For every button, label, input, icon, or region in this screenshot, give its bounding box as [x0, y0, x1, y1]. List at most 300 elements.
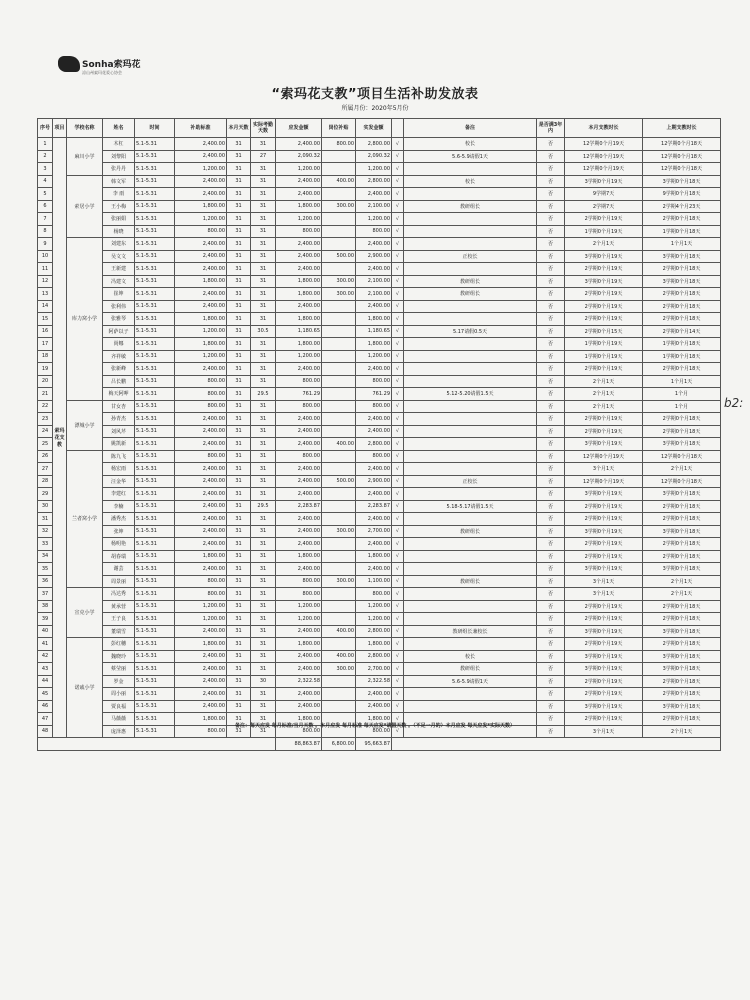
amount-due: 1,800.00	[276, 275, 322, 288]
current-duration: 3个月1天	[565, 588, 643, 601]
check-mark: √	[392, 613, 404, 626]
school-cell: 漂城小学	[67, 400, 103, 450]
amount-due: 2,400.00	[276, 625, 322, 638]
within-3-years: 否	[537, 150, 565, 163]
remark	[404, 300, 537, 313]
teacher-name: 汪金华	[103, 475, 135, 488]
amount-due: 2,400.00	[276, 463, 322, 476]
previous-duration: 12学期0个月18天	[643, 163, 721, 176]
previous-duration: 2学期4个月23天	[643, 200, 721, 213]
check-mark: √	[392, 600, 404, 613]
date-range: 5.1-5.31	[135, 313, 175, 326]
amount-due: 2,400.00	[276, 175, 322, 188]
current-duration: 2学期0个月19天	[565, 600, 643, 613]
within-3-years: 否	[537, 575, 565, 588]
previous-duration: 2学期0个月18天	[643, 425, 721, 438]
current-duration: 2学期0个月19天	[565, 213, 643, 226]
within-3-years: 否	[537, 700, 565, 713]
amount-due: 2,400.00	[276, 250, 322, 263]
table-row	[38, 563, 721, 576]
date-range: 5.1-5.31	[135, 300, 175, 313]
current-duration: 2学期0个月19天	[565, 263, 643, 276]
post-allowance	[322, 263, 356, 276]
row-number: 6	[38, 200, 53, 213]
table-row	[38, 313, 721, 326]
post-allowance	[322, 413, 356, 426]
table-row	[38, 413, 721, 426]
teacher-name: 李建红	[103, 488, 135, 501]
current-duration: 12学期0个月19天	[565, 138, 643, 151]
teacher-name: 周小丽	[103, 688, 135, 701]
subsidy-standard: 2,400.00	[175, 250, 227, 263]
document-title: “索玛花支教”项目生活补助发放表	[271, 87, 479, 102]
amount-paid: 2,400.00	[356, 363, 392, 376]
amount-paid: 2,100.00	[356, 275, 392, 288]
post-allowance: 300.00	[322, 200, 356, 213]
subsidy-standard: 1,200.00	[175, 163, 227, 176]
row-number: 27	[38, 463, 53, 476]
column-header: 补助标准	[175, 119, 227, 138]
row-number: 37	[38, 588, 53, 601]
amount-paid: 2,400.00	[356, 688, 392, 701]
month-days: 31	[227, 650, 251, 663]
teacher-name: 甘女杏	[103, 400, 135, 413]
previous-duration: 12学期0个月18天	[643, 138, 721, 151]
current-duration: 9学期7天	[565, 188, 643, 201]
teacher-name: 罗金	[103, 675, 135, 688]
remark: 5.17请假0.5天	[404, 325, 537, 338]
actual-days: 31	[251, 450, 276, 463]
row-number: 11	[38, 263, 53, 276]
post-allowance	[322, 675, 356, 688]
actual-days: 31	[251, 300, 276, 313]
within-3-years: 否	[537, 563, 565, 576]
row-number: 9	[38, 238, 53, 251]
amount-due: 2,400.00	[276, 475, 322, 488]
subsidy-standard: 2,400.00	[175, 188, 227, 201]
row-number: 30	[38, 500, 53, 513]
post-allowance: 400.00	[322, 625, 356, 638]
check-mark: √	[392, 450, 404, 463]
row-number: 21	[38, 388, 53, 401]
post-allowance	[322, 150, 356, 163]
within-3-years: 否	[537, 250, 565, 263]
table-row	[38, 438, 721, 451]
teacher-name: 马薇薇	[103, 713, 135, 726]
actual-days: 29.5	[251, 500, 276, 513]
school-cell: 兰者窝小学	[67, 450, 103, 588]
table-row	[38, 263, 721, 276]
table-body	[38, 138, 721, 751]
amount-due: 800.00	[276, 225, 322, 238]
table-row	[38, 175, 721, 188]
within-3-years: 否	[537, 400, 565, 413]
row-number: 40	[38, 625, 53, 638]
post-allowance: 300.00	[322, 275, 356, 288]
table-row	[38, 575, 721, 588]
remark: 5.12-5.20请假1.5天	[404, 388, 537, 401]
logo-mark-icon	[58, 56, 80, 72]
remark	[404, 225, 537, 238]
remark	[404, 550, 537, 563]
month-days: 31	[227, 250, 251, 263]
subsidy-standard: 800.00	[175, 588, 227, 601]
teacher-name: 张新峰	[103, 363, 135, 376]
teacher-name: 孙青杰	[103, 413, 135, 426]
month-days: 31	[227, 313, 251, 326]
month-days: 31	[227, 425, 251, 438]
total-row	[38, 738, 721, 751]
remark: 教研组长兼校长	[404, 625, 537, 638]
post-allowance	[322, 313, 356, 326]
amount-paid: 2,400.00	[356, 488, 392, 501]
date-range: 5.1-5.31	[135, 588, 175, 601]
teacher-name: 刘风芹	[103, 425, 135, 438]
column-header: 项目	[53, 119, 67, 138]
date-range: 5.1-5.31	[135, 613, 175, 626]
amount-due: 2,400.00	[276, 413, 322, 426]
within-3-years: 否	[537, 288, 565, 301]
current-duration: 3学期0个月19天	[565, 250, 643, 263]
actual-days: 31	[251, 425, 276, 438]
remark	[404, 313, 537, 326]
post-allowance	[322, 688, 356, 701]
check-mark: √	[392, 725, 404, 738]
within-3-years: 否	[537, 300, 565, 313]
remark	[404, 538, 537, 551]
row-number: 39	[38, 613, 53, 626]
teacher-name: 阿萨以子	[103, 325, 135, 338]
month-days: 31	[227, 338, 251, 351]
actual-days: 31	[251, 725, 276, 738]
month-days: 31	[227, 638, 251, 651]
month-days: 31	[227, 713, 251, 726]
remark	[404, 600, 537, 613]
previous-duration: 3学期0个月18天	[643, 275, 721, 288]
month-days: 31	[227, 238, 251, 251]
table-row	[38, 425, 721, 438]
current-duration: 2学期0个月19天	[565, 425, 643, 438]
actual-days: 31	[251, 475, 276, 488]
row-number: 15	[38, 313, 53, 326]
current-duration: 3学期0个月19天	[565, 650, 643, 663]
previous-duration: 2学期0个月18天	[643, 288, 721, 301]
actual-days: 31	[251, 363, 276, 376]
amount-paid: 2,800.00	[356, 438, 392, 451]
previous-duration: 12学期0个月18天	[643, 450, 721, 463]
amount-due: 2,090.32	[276, 150, 322, 163]
remark: 教研组长	[404, 200, 537, 213]
post-allowance	[322, 513, 356, 526]
table-row	[38, 188, 721, 201]
amount-paid: 761.29	[356, 388, 392, 401]
month-days: 31	[227, 263, 251, 276]
amount-paid: 2,400.00	[356, 700, 392, 713]
previous-duration: 9学期0个月18天	[643, 188, 721, 201]
check-mark: √	[392, 213, 404, 226]
date-range: 5.1-5.31	[135, 700, 175, 713]
current-duration: 2学期0个月19天	[565, 613, 643, 626]
within-3-years: 否	[537, 425, 565, 438]
row-number: 46	[38, 700, 53, 713]
row-number: 4	[38, 175, 53, 188]
previous-duration: 2学期0个月14天	[643, 325, 721, 338]
teacher-name: 杨晓	[103, 225, 135, 238]
amount-due: 2,400.00	[276, 488, 322, 501]
check-mark: √	[392, 688, 404, 701]
date-range: 5.1-5.31	[135, 363, 175, 376]
month-days: 31	[227, 463, 251, 476]
amount-paid: 2,400.00	[356, 463, 392, 476]
post-allowance: 500.00	[322, 475, 356, 488]
check-mark: √	[392, 700, 404, 713]
current-duration: 12学期0个月19天	[565, 163, 643, 176]
teacher-name: 黄承营	[103, 600, 135, 613]
table-row	[38, 663, 721, 676]
teacher-name: 李 雨	[103, 188, 135, 201]
subsidy-standard: 2,400.00	[175, 150, 227, 163]
month-days: 31	[227, 613, 251, 626]
previous-duration: 3学期0个月18天	[643, 438, 721, 451]
previous-duration: 3学期0个月18天	[643, 663, 721, 676]
teacher-name: 彭红穗	[103, 638, 135, 651]
within-3-years: 否	[537, 550, 565, 563]
post-allowance	[322, 163, 356, 176]
amount-due: 800.00	[276, 588, 322, 601]
subsidy-table	[37, 118, 721, 751]
post-allowance	[322, 338, 356, 351]
post-allowance	[322, 375, 356, 388]
column-header: 上期支教时长	[643, 119, 721, 138]
row-number: 32	[38, 525, 53, 538]
amount-paid: 1,800.00	[356, 713, 392, 726]
total-paid: 95,663.87	[356, 738, 392, 751]
table-row	[38, 625, 721, 638]
check-mark: √	[392, 275, 404, 288]
table-row	[38, 363, 721, 376]
within-3-years: 否	[537, 213, 565, 226]
actual-days: 31	[251, 525, 276, 538]
current-duration: 2学期0个月19天	[565, 550, 643, 563]
actual-days: 30.5	[251, 325, 276, 338]
subsidy-standard: 2,400.00	[175, 438, 227, 451]
row-number: 12	[38, 275, 53, 288]
teacher-name: 吴文文	[103, 250, 135, 263]
remark: 正校长	[404, 475, 537, 488]
within-3-years: 否	[537, 363, 565, 376]
table-row	[38, 475, 721, 488]
within-3-years: 否	[537, 475, 565, 488]
amount-due: 800.00	[276, 725, 322, 738]
amount-due: 2,400.00	[276, 425, 322, 438]
actual-days: 31	[251, 650, 276, 663]
post-allowance	[322, 538, 356, 551]
remark: 校长	[404, 650, 537, 663]
post-allowance	[322, 425, 356, 438]
table-row	[38, 650, 721, 663]
actual-days: 31	[251, 625, 276, 638]
date-range: 5.1-5.31	[135, 600, 175, 613]
date-range: 5.1-5.31	[135, 513, 175, 526]
remark	[404, 238, 537, 251]
previous-duration: 2个月1天	[643, 725, 721, 738]
table-row	[38, 638, 721, 651]
post-allowance	[322, 600, 356, 613]
remark: 教研组长	[404, 663, 537, 676]
teacher-name: 蔡莹丽	[103, 663, 135, 676]
school-cell: 麻川小学	[67, 138, 103, 176]
actual-days: 31	[251, 163, 276, 176]
amount-due: 800.00	[276, 575, 322, 588]
date-range: 5.1-5.31	[135, 575, 175, 588]
row-number: 22	[38, 400, 53, 413]
current-duration: 3学期0个月19天	[565, 525, 643, 538]
check-mark: √	[392, 300, 404, 313]
amount-paid: 1,100.00	[356, 575, 392, 588]
subsidy-standard: 800.00	[175, 400, 227, 413]
teacher-name: 陈九飞	[103, 450, 135, 463]
remark	[404, 450, 537, 463]
remark	[404, 363, 537, 376]
actual-days: 27	[251, 150, 276, 163]
teacher-name: 齐祥敏	[103, 350, 135, 363]
post-allowance	[322, 363, 356, 376]
teacher-name: 庞泽惠	[103, 725, 135, 738]
column-header: 岗位补贴	[322, 119, 356, 138]
actual-days: 31	[251, 350, 276, 363]
row-number: 38	[38, 600, 53, 613]
subsidy-standard: 2,400.00	[175, 425, 227, 438]
date-range: 5.1-5.31	[135, 638, 175, 651]
date-range: 5.1-5.31	[135, 650, 175, 663]
actual-days: 31	[251, 438, 276, 451]
amount-paid: 2,283.87	[356, 500, 392, 513]
remark	[404, 688, 537, 701]
school-cell: 宣克小学	[67, 588, 103, 638]
current-duration: 3学期0个月19天	[565, 700, 643, 713]
date-range: 5.1-5.31	[135, 350, 175, 363]
subsidy-standard: 1,200.00	[175, 325, 227, 338]
check-mark: √	[392, 500, 404, 513]
actual-days: 31	[251, 563, 276, 576]
previous-duration: 2学期0个月18天	[643, 413, 721, 426]
subsidy-standard: 2,400.00	[175, 463, 227, 476]
actual-days: 31	[251, 263, 276, 276]
amount-due: 2,400.00	[276, 525, 322, 538]
actual-days: 31	[251, 313, 276, 326]
check-mark: √	[392, 238, 404, 251]
row-number: 8	[38, 225, 53, 238]
post-allowance: 500.00	[322, 250, 356, 263]
month-days: 31	[227, 375, 251, 388]
column-header: 本月支教时长	[565, 119, 643, 138]
current-duration: 2学期0个月19天	[565, 538, 643, 551]
date-range: 5.1-5.31	[135, 438, 175, 451]
post-allowance	[322, 325, 356, 338]
within-3-years: 否	[537, 275, 565, 288]
amount-due: 1,200.00	[276, 613, 322, 626]
month-days: 31	[227, 400, 251, 413]
previous-duration: 3学期0个月18天	[643, 175, 721, 188]
month-days: 31	[227, 175, 251, 188]
amount-due: 1,800.00	[276, 713, 322, 726]
date-range: 5.1-5.31	[135, 488, 175, 501]
previous-duration: 2学期0个月18天	[643, 500, 721, 513]
amount-due: 2,400.00	[276, 700, 322, 713]
amount-due: 1,800.00	[276, 288, 322, 301]
subsidy-standard: 1,800.00	[175, 275, 227, 288]
within-3-years: 否	[537, 688, 565, 701]
date-range: 5.1-5.31	[135, 725, 175, 738]
amount-due: 1,800.00	[276, 313, 322, 326]
within-3-years: 否	[537, 375, 565, 388]
remark	[404, 338, 537, 351]
actual-days: 31	[251, 700, 276, 713]
check-mark: √	[392, 263, 404, 276]
post-allowance	[322, 300, 356, 313]
table-row	[38, 488, 721, 501]
amount-due: 2,400.00	[276, 563, 322, 576]
row-number: 24	[38, 425, 53, 438]
date-range: 5.1-5.31	[135, 238, 175, 251]
column-header: 学校名称	[67, 119, 103, 138]
post-allowance	[322, 588, 356, 601]
current-duration: 3学期0个月19天	[565, 663, 643, 676]
amount-paid: 2,400.00	[356, 425, 392, 438]
date-range: 5.1-5.31	[135, 163, 175, 176]
column-header	[392, 119, 404, 138]
month-days: 31	[227, 550, 251, 563]
teacher-name: 胡春瑞	[103, 550, 135, 563]
date-range: 5.1-5.31	[135, 475, 175, 488]
row-number: 31	[38, 513, 53, 526]
amount-paid: 2,400.00	[356, 538, 392, 551]
amount-paid: 1,200.00	[356, 213, 392, 226]
table-row	[38, 463, 721, 476]
current-duration: 2个月1天	[565, 238, 643, 251]
remark: 教研组长	[404, 275, 537, 288]
amount-due: 2,283.87	[276, 500, 322, 513]
subsidy-standard: 800.00	[175, 388, 227, 401]
column-header: 实际考勤天数	[251, 119, 276, 138]
amount-due: 800.00	[276, 375, 322, 388]
row-number: 35	[38, 563, 53, 576]
current-duration: 2学期0个月19天	[565, 300, 643, 313]
date-range: 5.1-5.31	[135, 375, 175, 388]
check-mark: √	[392, 175, 404, 188]
remark: 教研组长	[404, 575, 537, 588]
within-3-years: 否	[537, 200, 565, 213]
row-number: 47	[38, 713, 53, 726]
amount-due: 761.29	[276, 388, 322, 401]
date-range: 5.1-5.31	[135, 338, 175, 351]
post-allowance: 800.00	[322, 138, 356, 151]
date-range: 5.1-5.31	[135, 675, 175, 688]
teacher-name: 张丹丹	[103, 163, 135, 176]
table-row	[38, 588, 721, 601]
month-days: 31	[227, 438, 251, 451]
amount-paid: 2,100.00	[356, 288, 392, 301]
table-row	[38, 300, 721, 313]
previous-duration: 3学期0个月18天	[643, 525, 721, 538]
remark	[404, 163, 537, 176]
previous-duration: 3学期0个月18天	[643, 700, 721, 713]
amount-paid: 800.00	[356, 225, 392, 238]
table-row	[38, 138, 721, 151]
within-3-years: 否	[537, 625, 565, 638]
total-due: 88,863.87	[276, 738, 322, 751]
within-3-years: 否	[537, 263, 565, 276]
